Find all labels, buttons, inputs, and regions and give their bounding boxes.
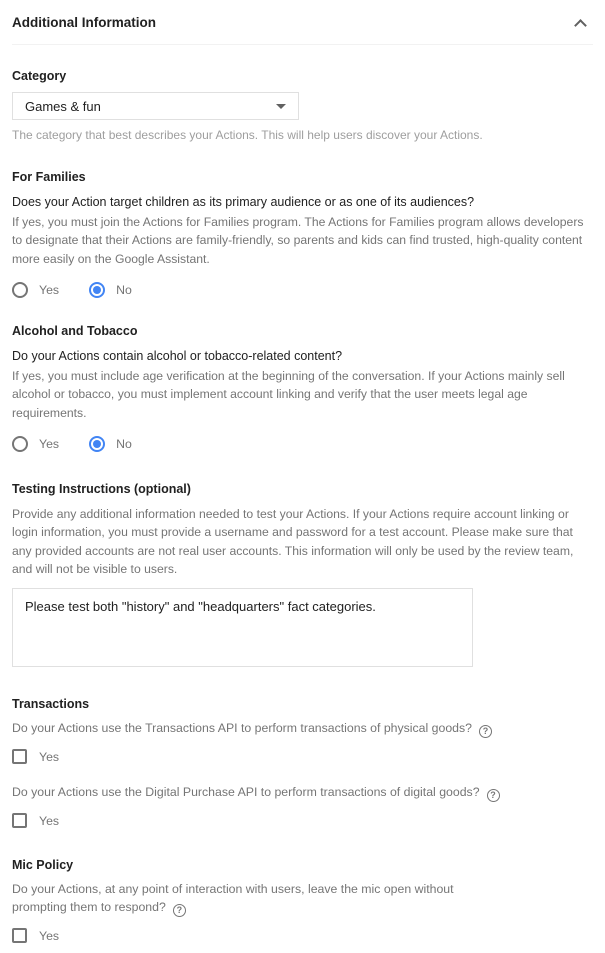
help-icon[interactable] xyxy=(479,725,492,738)
transactions-physical-block xyxy=(12,720,593,764)
alcohol-radio-yes[interactable] xyxy=(12,436,59,452)
help-icon[interactable] xyxy=(173,904,186,917)
for-families-radio-group xyxy=(12,282,593,298)
checkbox-yes-label: Yes xyxy=(39,928,60,943)
for-families-helper-text: If yes, you must join the Actions for Families program. The Actions for Families program allows developers to designate that their Actions are family-friendly, so parents and kids can find trusted, high-quality content more easily on the Google Assistant. xyxy=(12,215,584,266)
section-for-families xyxy=(12,170,593,298)
panel-header xyxy=(12,15,593,45)
alcohol-title: Alcohol and Tobacco xyxy=(12,324,138,339)
transactions-digital-block xyxy=(12,784,593,828)
testing-instructions-input[interactable] xyxy=(12,588,473,667)
mic-policy-question xyxy=(12,881,482,917)
transactions-digital-question xyxy=(12,784,593,802)
checkbox-unchecked-icon xyxy=(12,928,27,943)
for-families-radio-yes[interactable] xyxy=(12,282,59,298)
question-text: Do your Actions use the Transactions API to perform transactions of physical goods? xyxy=(12,721,473,736)
section-alcohol-and-tobacco xyxy=(12,324,593,452)
chevron-up-icon[interactable] xyxy=(574,19,587,32)
transactions-digital-yes-checkbox[interactable] xyxy=(12,813,593,828)
transactions-physical-question xyxy=(12,720,593,738)
mic-policy-yes-checkbox[interactable] xyxy=(12,928,593,943)
checkbox-yes-label: Yes xyxy=(39,813,60,828)
transactions-physical-yes-checkbox[interactable] xyxy=(12,749,593,764)
radio-yes-label: Yes xyxy=(39,283,60,298)
radio-unchecked-icon xyxy=(12,436,28,452)
radio-no-label: No xyxy=(116,283,132,298)
for-families-question: Does your Action target children as its primary audience or as one of its audiences? xyxy=(12,195,475,209)
radio-unchecked-icon xyxy=(12,282,28,298)
alcohol-question: Do your Actions contain alcohol or tobacco-related content? xyxy=(12,349,343,364)
checkbox-unchecked-icon xyxy=(12,813,27,828)
radio-yes-label: Yes xyxy=(39,437,60,452)
caret-down-icon xyxy=(276,104,286,109)
section-testing-instructions xyxy=(12,482,593,667)
for-families-radio-no[interactable] xyxy=(89,282,132,298)
category-label: Category xyxy=(12,69,67,83)
question-text: Do your Actions, at any point of interaction with users, leave the mic open without prompting them to respond? xyxy=(12,882,454,915)
alcohol-radio-group xyxy=(12,436,593,452)
radio-no-label: No xyxy=(116,437,132,452)
section-transactions xyxy=(12,697,593,828)
page-title: Additional Information xyxy=(12,15,156,30)
transactions-title: Transactions xyxy=(12,697,90,712)
radio-checked-icon xyxy=(89,436,105,452)
section-mic-policy xyxy=(12,858,593,943)
category-selected-value: Games & fun xyxy=(25,98,101,114)
alcohol-radio-no[interactable] xyxy=(89,436,132,452)
checkbox-unchecked-icon xyxy=(12,749,27,764)
category-select[interactable] xyxy=(12,92,299,120)
help-icon[interactable] xyxy=(487,789,500,802)
category-helper-text: The category that best describes your Actions. This will help users discover your Actions. xyxy=(12,128,483,142)
for-families-title: For Families xyxy=(12,170,86,184)
radio-checked-icon xyxy=(89,282,105,298)
question-text: Do your Actions use the Digital Purchase API to perform transactions of digital goods? xyxy=(12,785,480,800)
section-category xyxy=(12,69,593,144)
testing-instructions-title: Testing Instructions (optional) xyxy=(12,482,191,497)
testing-instructions-helper-text: Provide any additional information needed to test your Actions. If your Actions require account linking or login information, you must provide a username and password for a test account. Please make sure that any provided accounts are not real user accounts. This information will only be used by the review team, and will not be visible to users. xyxy=(12,507,574,576)
checkbox-yes-label: Yes xyxy=(39,749,60,764)
mic-policy-title: Mic Policy xyxy=(12,858,74,873)
alcohol-helper-text: If yes, you must include age verification at the beginning of the conversation. If your Actions mainly sell alcohol or tobacco, you must implement account linking and verify that the user meets legal age requirements. xyxy=(12,369,565,420)
